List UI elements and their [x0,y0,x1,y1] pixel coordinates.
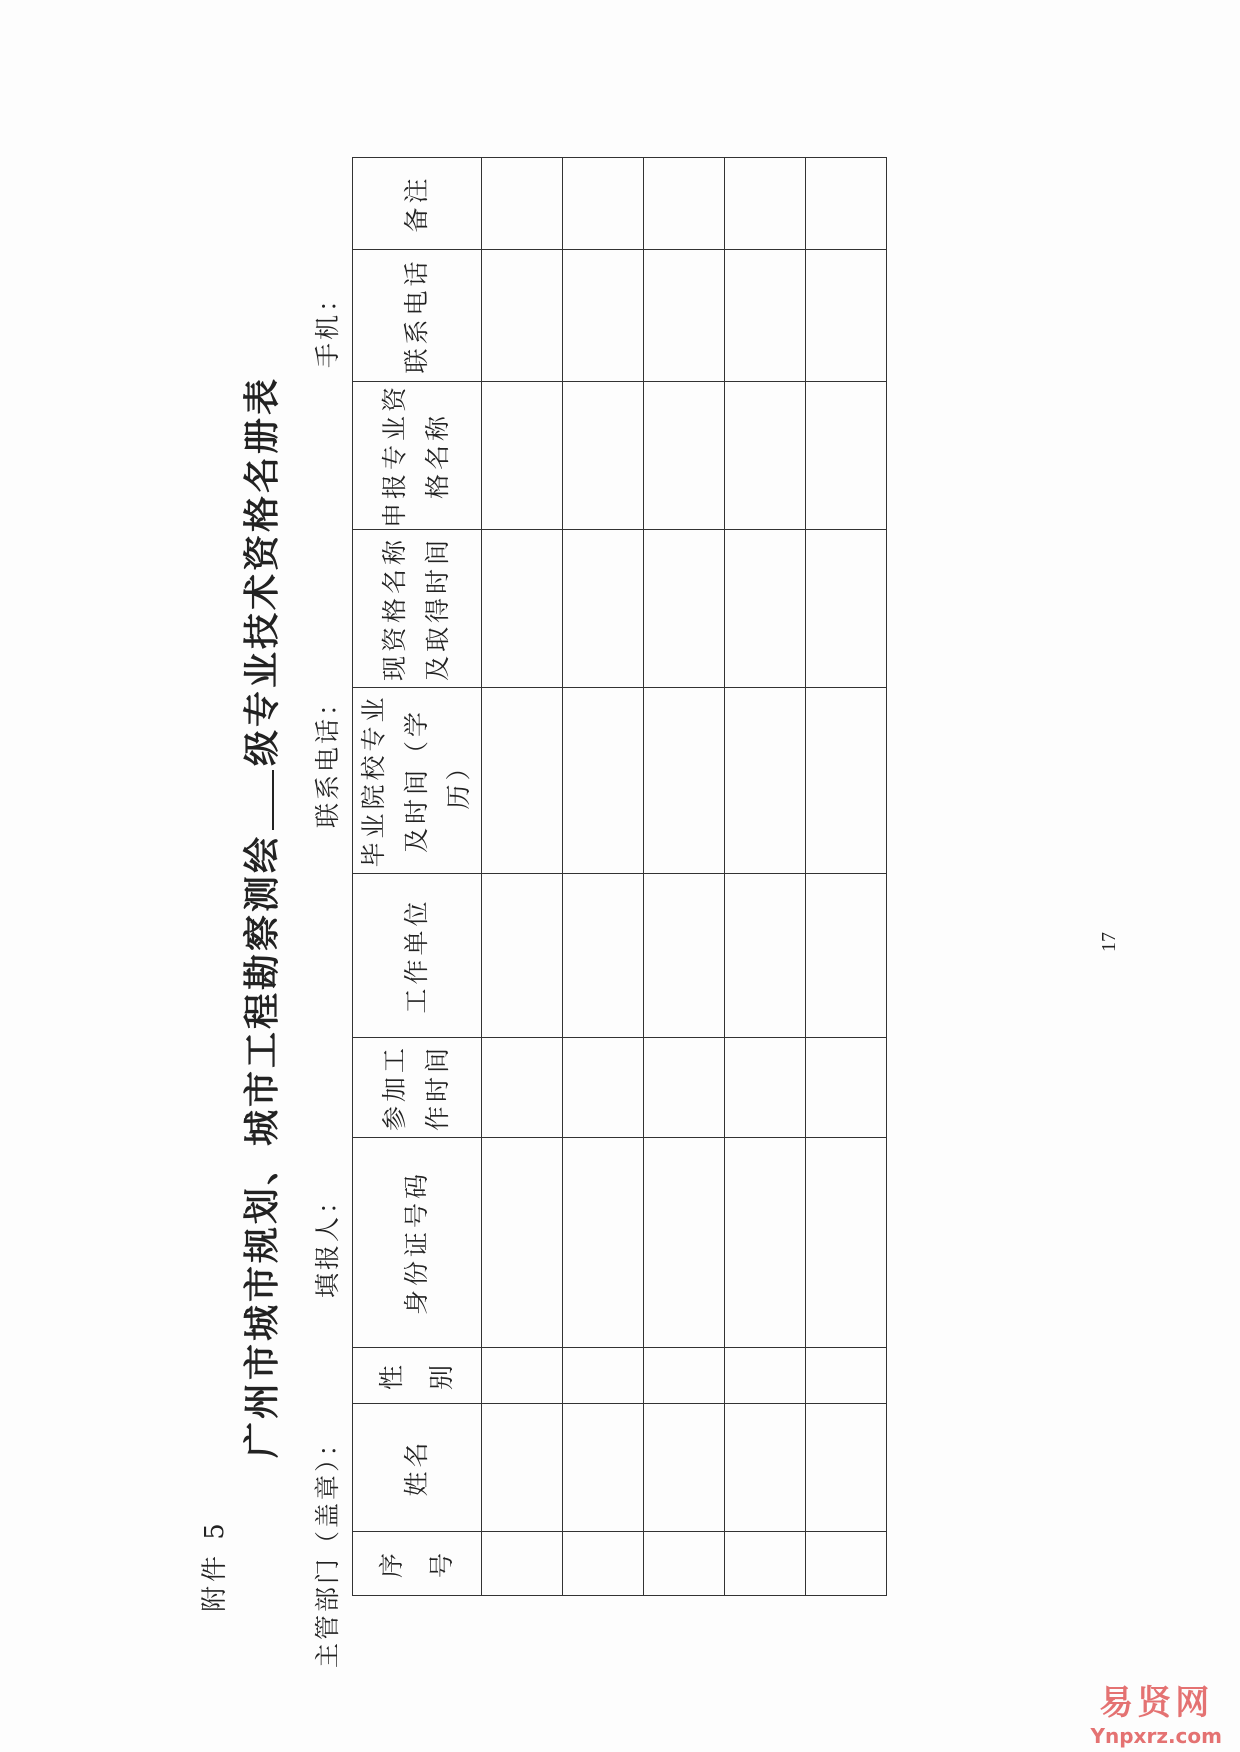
attachment-label: 附件 5 [200,1519,230,1612]
table-cell-gender [724,1348,805,1404]
table-cell-employer [805,874,886,1038]
table-cell-employer [724,874,805,1038]
table-cell-employer [481,874,562,1038]
header-employer [353,874,482,1038]
registration-table [352,157,887,1596]
table-cell-gender [481,1348,562,1404]
header-phone [353,250,482,382]
header-graduation-label: 毕业院校专业及时间（学历） [359,693,473,868]
table-cell-gender [562,1348,643,1404]
table-cell-applied_qual [562,382,643,530]
filler-label: 填报人： [313,1185,342,1298]
table-cell-name [562,1404,643,1532]
table-header-row [353,158,482,1596]
table-cell-id_no [481,1138,562,1348]
form-title [234,142,285,1692]
table-cell-name [481,1404,562,1532]
table-cell-seq [481,1532,562,1596]
mobile-label: 手机： [313,283,342,368]
table-cell-phone [481,250,562,382]
table-cell-id_no [562,1138,643,1348]
table-cell-work_start [562,1038,643,1138]
contact-phone-label: 联系电话： [313,687,342,828]
table-cell-name [724,1404,805,1532]
table-row [481,158,562,1596]
header-remarks [353,158,482,250]
table-cell-seq [805,1532,886,1596]
header-phone-label: 联系电话 [401,257,431,374]
table-cell-graduation [805,688,886,874]
table-row [562,158,643,1596]
header-gender [353,1348,482,1404]
table-cell-applied_qual [481,382,562,530]
header-applied_qual [353,382,482,530]
header-employer-label: 工作单位 [401,897,431,1014]
table-cell-graduation [481,688,562,874]
table-row [724,158,805,1596]
table-cell-seq [724,1532,805,1596]
table-cell-remarks [724,158,805,250]
header-work_start-label: 参加工作时间 [380,1044,452,1132]
table-cell-graduation [724,688,805,874]
table-cell-employer [643,874,724,1038]
header-name-label: 姓名 [401,1438,431,1497]
table-cell-applied_qual [805,382,886,530]
table-cell-remarks [562,158,643,250]
header-current_qual [353,530,482,688]
title-level-blank [272,770,274,830]
table-cell-phone [805,250,886,382]
table-cell-applied_qual [643,382,724,530]
form-info-row [308,168,342,1668]
registration-table-wrap [352,157,887,1596]
table-cell-remarks [643,158,724,250]
table-cell-id_no [643,1138,724,1348]
table-cell-id_no [805,1138,886,1348]
header-work_start [353,1038,482,1138]
header-id_no [353,1138,482,1348]
table-cell-remarks [481,158,562,250]
table-cell-current_qual [805,530,886,688]
title-part-1: 广州市城市规划、城市工程勘察测绘 [241,834,283,1459]
table-cell-current_qual [643,530,724,688]
rotated-form-sheet [148,142,1148,1692]
table-cell-seq [643,1532,724,1596]
table-body [481,158,886,1596]
table-cell-name [643,1404,724,1532]
watermark-url: Ynpxrz.com [1090,1724,1222,1748]
department-label: 主管部门（盖章）： [313,1428,342,1668]
table-header [353,158,482,1596]
table-cell-gender [805,1348,886,1404]
header-id_no-label: 身份证号码 [401,1170,431,1316]
table-cell-remarks [805,158,886,250]
table-cell-current_qual [481,530,562,688]
table-cell-name [805,1404,886,1532]
table-cell-phone [562,250,643,382]
table-cell-seq [562,1532,643,1596]
site-watermark [1091,1675,1222,1748]
title-part-2: 级专业技术资格名册表 [241,375,283,766]
header-name [353,1404,482,1532]
table-row [643,158,724,1596]
page-number: 17 [1098,932,1120,952]
header-gender-label: 性 别 [376,1361,456,1391]
table-cell-work_start [481,1038,562,1138]
header-applied_qual-label: 申报专业资格名称 [380,383,452,529]
table-cell-work_start [805,1038,886,1138]
header-seq [353,1532,482,1596]
table-cell-current_qual [724,530,805,688]
table-cell-employer [562,874,643,1038]
table-cell-work_start [724,1038,805,1138]
table-cell-graduation [562,688,643,874]
table-cell-graduation [643,688,724,874]
header-graduation [353,688,482,874]
header-seq-label: 序 号 [376,1549,456,1579]
table-cell-id_no [724,1138,805,1348]
table-cell-work_start [643,1038,724,1138]
table-cell-gender [643,1348,724,1404]
table-cell-applied_qual [724,382,805,530]
header-remarks-label: 备注 [401,174,431,233]
table-cell-current_qual [562,530,643,688]
header-current_qual-label: 现资格名称及取得时间 [380,536,452,682]
table-row [805,158,886,1596]
table-cell-phone [724,250,805,382]
table-cell-phone [643,250,724,382]
watermark-chinese: 易贤网 [1099,1683,1214,1723]
